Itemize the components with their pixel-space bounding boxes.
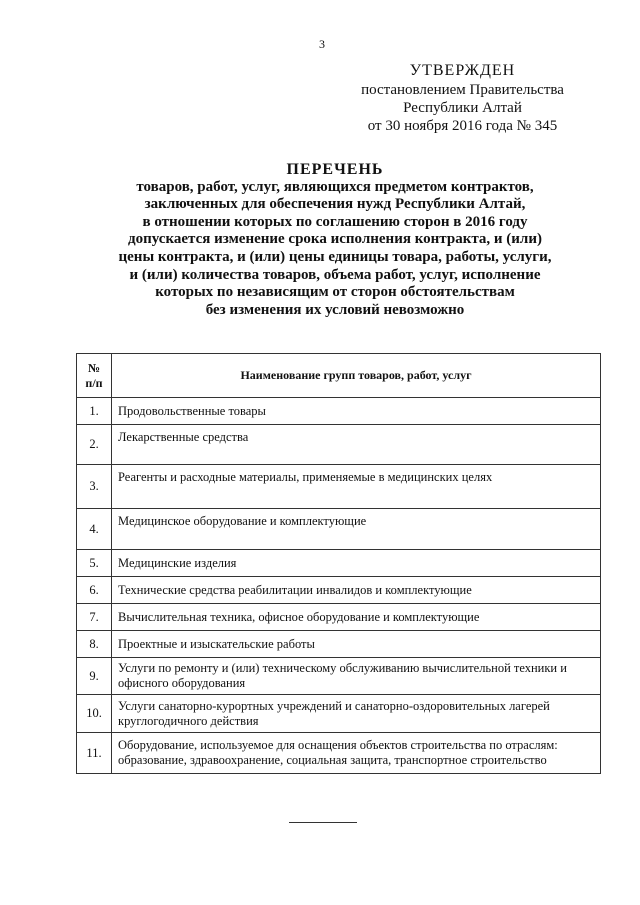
table-row: [77, 465, 601, 509]
column-header-number: [77, 354, 112, 398]
title-line: цены контракта, и (или) цены единицы товара, работы, услуги,: [118, 248, 552, 265]
document-title: [70, 161, 600, 319]
row-name: Проектные и изыскательские работы: [112, 631, 601, 658]
table-row: [77, 509, 601, 550]
row-number: 3.: [77, 465, 112, 509]
title-line: товаров, работ, услуг, являющихся предметом контрактов,: [136, 178, 534, 195]
goods-table: [76, 353, 601, 774]
table-row: [77, 695, 601, 733]
row-number: 2.: [77, 425, 112, 465]
row-name: Оборудование, используемое для оснащения объектов строительства по отраслям: образование, здравоохранение, социальная защита, транспортное строительство: [112, 733, 601, 774]
row-number: 11.: [77, 733, 112, 774]
row-name: Услуги санаторно-курортных учреждений и санаторно-оздоровительных лагерей круглогодичного действия: [112, 695, 601, 733]
row-name: Услуги по ремонту и (или) техническому обслуживанию вычислительной техники и офисного оборудования: [112, 658, 601, 695]
table-row: [77, 631, 601, 658]
approval-line-republic: Республики Алтай: [403, 100, 522, 116]
column-header-name: Наименование групп товаров, работ, услуг: [112, 354, 601, 398]
row-name: Вычислительная техника, офисное оборудование и комплектующие: [112, 604, 601, 631]
approval-stamp: [340, 62, 585, 135]
row-number: 8.: [77, 631, 112, 658]
title-heading: ПЕРЕЧЕНЬ: [286, 161, 384, 178]
row-name: Реагенты и расходные материалы, применяемые в медицинских целях: [112, 465, 601, 509]
title-line: которых по независящим от сторон обстоятельствам: [155, 284, 515, 301]
column-header-number-abbr: п/п: [85, 375, 103, 390]
table-row: [77, 550, 601, 577]
title-line: без изменения их условий невозможно: [205, 301, 465, 318]
table-row: [77, 658, 601, 695]
table-row: [77, 577, 601, 604]
row-name: Продовольственные товары: [112, 398, 601, 425]
row-name: Медицинское оборудование и комплектующие: [112, 509, 601, 550]
title-line: заключенных для обеспечения нужд Республики Алтай,: [144, 196, 526, 213]
title-line: допускается изменение срока исполнения контракта, и (или): [128, 231, 542, 248]
column-header-number-sign: №: [87, 360, 101, 375]
approval-line-date: от 30 ноября 2016 года № 345: [367, 118, 558, 134]
row-name: Медицинские изделия: [112, 550, 601, 577]
title-line: и (или) количества товаров, объема работ, услуг, исполнение: [129, 266, 541, 283]
table-row: [77, 604, 601, 631]
table-row: [77, 733, 601, 774]
approval-line-decree: постановлением Правительства: [361, 82, 564, 98]
approval-heading: УТВЕРЖДЕН: [409, 62, 516, 79]
title-line: в отношении которых по соглашению сторон в 2016 году: [142, 213, 528, 230]
footer-divider: [289, 822, 357, 823]
row-number: 9.: [77, 658, 112, 695]
row-number: 1.: [77, 398, 112, 425]
page-number: 3: [319, 37, 325, 51]
row-name: Технические средства реабилитации инвалидов и комплектующие: [112, 577, 601, 604]
table-row: [77, 425, 601, 465]
row-number: 6.: [77, 577, 112, 604]
table-row: [77, 398, 601, 425]
row-number: 7.: [77, 604, 112, 631]
row-name: Лекарственные средства: [112, 425, 601, 465]
table-header-row: [77, 354, 601, 398]
row-number: 4.: [77, 509, 112, 550]
row-number: 5.: [77, 550, 112, 577]
row-number: 10.: [77, 695, 112, 733]
